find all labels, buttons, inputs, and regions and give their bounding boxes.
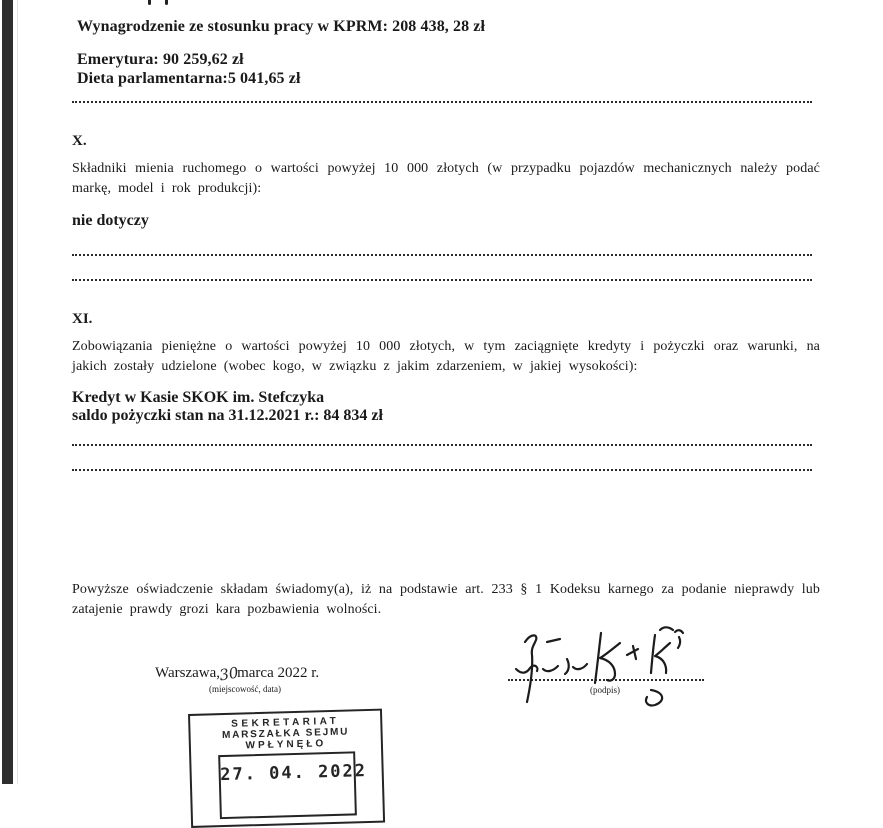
place-date-suffix: marca 2022 r. <box>237 665 320 681</box>
income-line-dieta: Dieta parlamentarna:5 041,65 zł <box>77 70 301 87</box>
income-line-emerytura: Emerytura: 90 259,62 zł <box>77 51 244 68</box>
dotted-fill-line <box>72 101 812 103</box>
received-stamp <box>188 709 385 828</box>
place-date-label: (miejscowość, data) <box>209 684 281 694</box>
section-x-heading: X. <box>72 133 87 149</box>
section-x-body: Składniki mienia ruchomego o wartości powyżej 10 000 złotych (w przypadku pojazdów mechanicznych należy podać markę, model i rok produkcji): <box>72 161 820 196</box>
dotted-fill-line <box>72 254 812 256</box>
signature-label: (podpis) <box>590 685 620 695</box>
cut-off-text-artifact <box>148 0 182 5</box>
dotted-fill-line <box>72 279 812 281</box>
place-date-line <box>155 663 320 685</box>
scan-edge-faint-line <box>17 0 18 784</box>
signature-handwriting <box>503 624 708 712</box>
scan-edge-bar <box>2 0 13 784</box>
section-xi-answer-line-2: saldo pożyczki stan na 31.12.2021 r.: 84 834 zł <box>72 407 383 424</box>
income-line-kprm: Wynagrodzenie ze stosunku pracy w KPRM: 208 438, 28 zł <box>77 18 486 35</box>
handwritten-day: 30 <box>217 663 240 685</box>
place-city-text: Warszawa, <box>155 665 221 681</box>
stamp-line-3: WPŁYNĘŁO <box>245 738 327 752</box>
stamp-date: 27. 04. 2022 <box>219 761 368 786</box>
section-xi-body: Zobowiązania pieniężne o wartości powyżej 10 000 złotych, w tym zaciągnięte kredyty i pożyczki oraz warunki, na jakich zostały udzielone (wobec kogo, w związku z jakim zdarzeniem, w jakiej wysokości): <box>72 339 820 374</box>
stamp-date-box <box>218 751 368 819</box>
section-xi-heading: XI. <box>72 311 93 327</box>
stamp-line-2: MARSZAŁKA SEJMU <box>221 726 350 742</box>
dotted-fill-line <box>72 469 812 471</box>
section-xi-answer-line-1: Kredyt w Kasie SKOK im. Stefczyka <box>72 389 325 406</box>
stamp-line-1: SEKRETARIAT <box>231 715 340 730</box>
dotted-fill-line <box>72 444 812 446</box>
section-x-answer: nie dotyczy <box>72 212 149 229</box>
declaration-paragraph: Powyższe oświadczenie składam świadomy(a), iż na podstawie art. 233 § 1 Kodeksu karnego za podanie nieprawdy lub zatajenie prawdy grozi kara pozbawienia wolności. <box>72 582 820 617</box>
